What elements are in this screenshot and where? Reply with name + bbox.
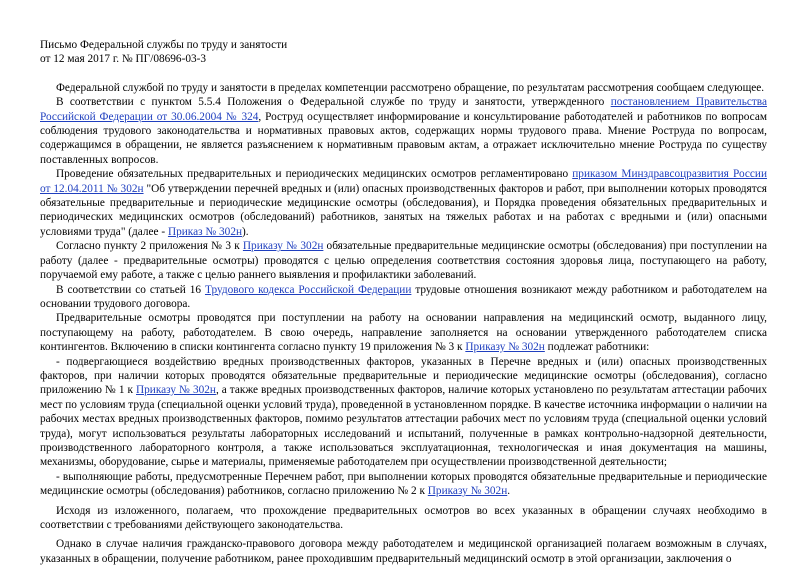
paragraph-text: трудовые отношения возникают между работником и работодателем на основании трудового договора. [40, 283, 767, 310]
paragraph-text: Федеральной службой по труду и занятости в пределах компетенции рассмотрено обращение, по результатам рассмотрения сообщаем следующее. [56, 81, 765, 94]
paragraph-9 [40, 504, 767, 533]
document-link[interactable]: Приказ № 302н [167, 225, 243, 238]
paragraph-2 [40, 95, 767, 167]
paragraph-text: В соответствии с пунктом 5.5.4 Положения о Федеральной службе по труду и занятости, утвержденного [56, 96, 611, 109]
document-link[interactable]: Приказу № 302н [427, 485, 508, 498]
paragraph-text: Согласно пункту 2 приложения № 3 к [56, 240, 243, 253]
paragraph-text: Проведение обязательных предварительных и периодических медицинских осмотров регламентировано [56, 168, 573, 181]
paragraph-text: обязательные предварительные медицинские осмотры (обследования) при поступлении на работу (далее - предварительные осмотры) проводятся с целью определения соответствия состояния здоровья лица, поступающего на работу, поручаемой ему работе, а также с целью раннего выявления и профилактики заболеваний. [40, 240, 767, 282]
paragraph-text: подлежат работники: [544, 341, 650, 354]
document-link[interactable]: Приказу № 302н [465, 341, 545, 354]
paragraph-text: , а также вредных производственных факторов, наличие которых установлено по результатам аттестации рабочих мест по условиям труда (специальной оценки условий труда), проведенной в установленном порядке. В качестве источника информации о наличии на рабочих местах вредных производственных факторов, помимо результатов аттестации рабочих мест по условиям труда (специальной оценки условий труда), могут использоваться результаты лабораторных исследований и испытаний, полученные в рамках контрольно-надзорной деятельности, производственного лабораторного контроля, а также использоваться эксплуатационная, технологическая и иная документация на машины, механизмы, оборудование, сырье и материалы, применяемые работодателем при осуществлении производственной деятельности; [40, 384, 767, 469]
paragraph-text: . [507, 485, 511, 498]
document-link[interactable]: Приказу № 302н [136, 384, 216, 397]
paragraph-text: ). [242, 225, 249, 238]
paragraph-3 [40, 167, 767, 239]
paragraph-10 [40, 537, 767, 566]
paragraph-7 [40, 355, 767, 470]
paragraph-6 [40, 311, 767, 354]
paragraph-text: Однако в случае наличия гражданско-правового договора между работодателем и медицинской организацией полагаем возможным в случаях, указанных в обращении, получение работником, ранее проходившим предварительный медицинский осмотр в этой организации, заключения о [40, 538, 767, 565]
paragraph-4 [40, 239, 767, 282]
paragraph-text: - подвергающиеся воздействию вредных производственных факторов, указанных в Перечне вредных и (или) опасных производственных факторов, при наличии которых проводятся обязательные предварительные и периодические медицинские осмотры (обследования), согласно приложению № 1 к [40, 355, 767, 397]
document-link[interactable]: Приказу № 302н [242, 240, 324, 253]
document-title [40, 38, 767, 67]
title-line-2: от 12 мая 2017 г. № ПГ/08696-03-3 [40, 53, 207, 66]
document-link[interactable]: приказом Минздравсоцразвития России от 12.04.2011 № 302н [40, 168, 768, 195]
paragraph-text: - выполняющие работы, предусмотренные Перечнем работ, при выполнении которых проводятся обязательные предварительные и периодические медицинские осмотры (обследования) работников, согласно приложению № 2 к [40, 470, 767, 498]
paragraph-text: Предварительные осмотры проводятся при поступлении на работу на основании направления на медицинский осмотр, выданного лицу, поступающему на работу, работодателем. В свою очередь, направление заполняется на основании утвержденного работодателем списка контингентов. Включению в списки контингента согласно пункту 19 приложения № 3 к [40, 312, 767, 354]
document-body [40, 81, 767, 566]
paragraph-text: "Об утверждении перечней вредных и (или) опасных производственных факторов и работ, при выполнении которых проводятся обязательные предварительные и периодические медицинские осмотры (обследования), и Порядка проведения обязательных предварительных и периодических медицинских осмотров (обследований) работников, занятых на тяжелых работах и на работах с вредными и (или) опасными условиями труда" (далее - [40, 182, 767, 238]
title-line-1: Письмо Федеральной службы по труду и занятости [40, 39, 288, 51]
paragraph-text: Исходя из изложенного, полагаем, что прохождение предварительных осмотров во всех указанных в обращении случаях необходимо в соответствии с требованиями действующего законодательства. [40, 504, 767, 531]
paragraph-text: , Роструд осуществляет информирование и консультирование работодателей и работников по вопросам соблюдения трудового законодательства и нормативных правовых актов, содержащих нормы трудового права. Мнение Роструда по вопросам, содержащимся в обращении, не является разъяснением к нормативным правовым актам, а отражает исключительно мнение Роструда по существу поставленных вопросов. [40, 110, 767, 166]
paragraph-8 [40, 470, 767, 499]
paragraph-5 [40, 283, 767, 312]
paragraph-text: В соответствии со статьей 16 [56, 283, 205, 296]
document-link[interactable]: Трудового кодекса Российской Федерации [204, 283, 412, 296]
document-link[interactable]: постановлением Правительства Российской Федерации от 30.06.2004 № 324 [40, 96, 767, 123]
paragraph-1 [40, 81, 767, 95]
document [40, 38, 767, 566]
